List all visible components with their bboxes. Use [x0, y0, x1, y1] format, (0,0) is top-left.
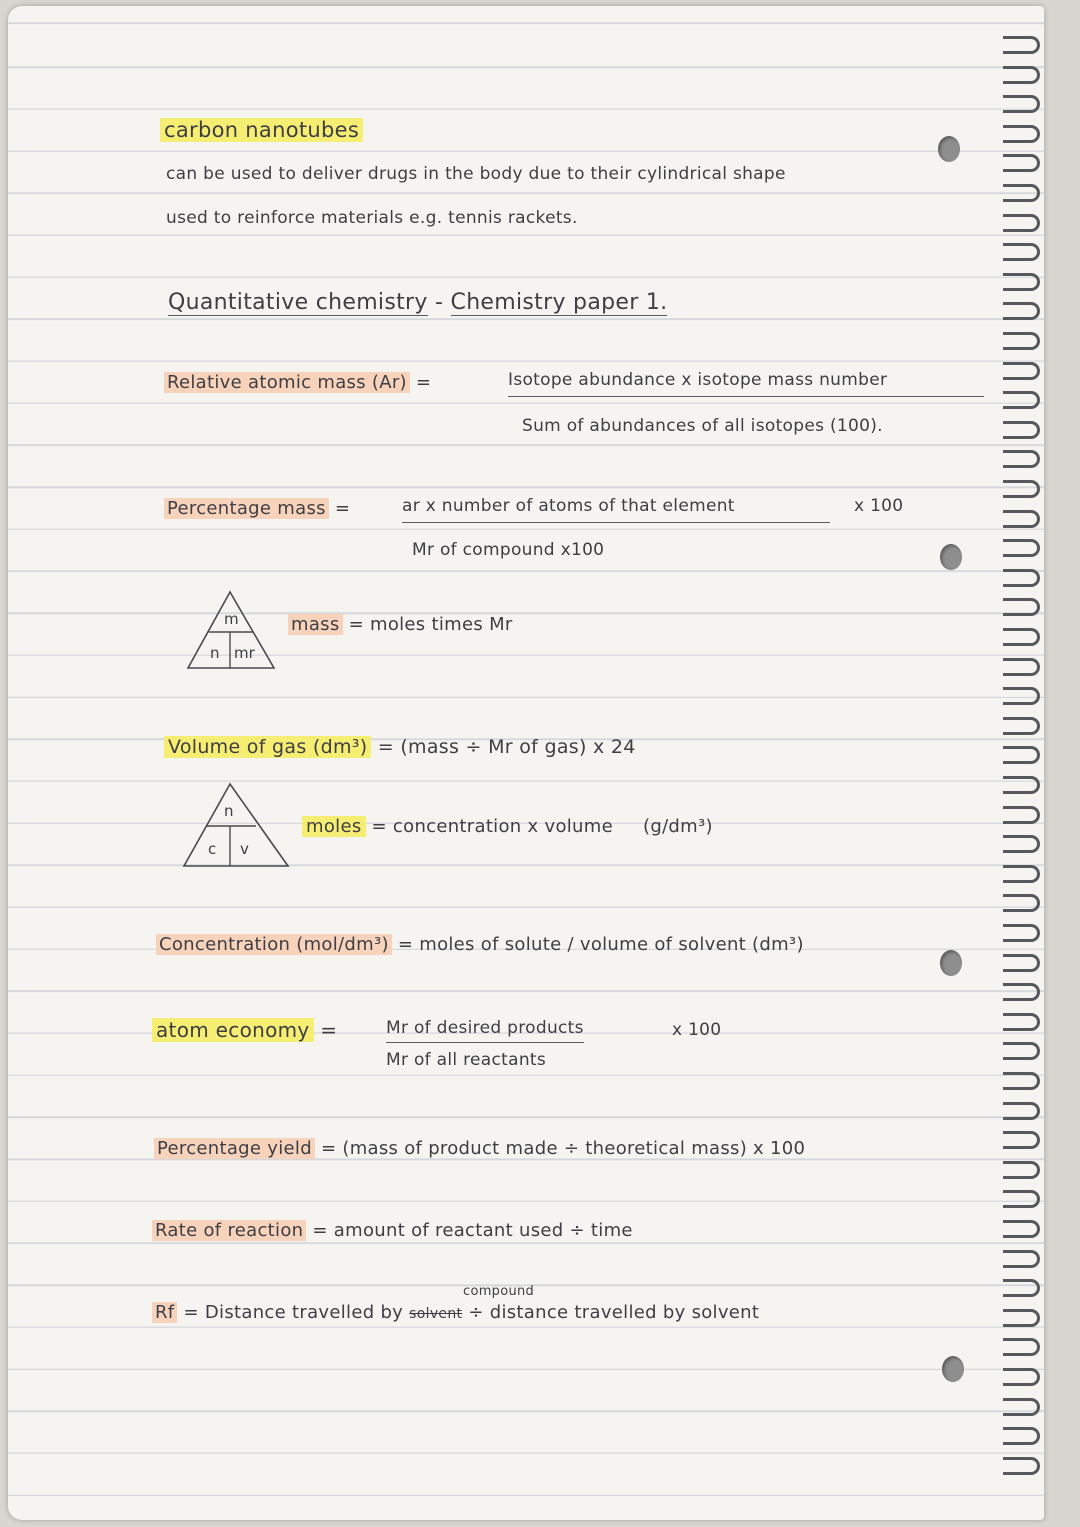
spiral-coil	[1003, 1131, 1040, 1149]
spiral-coil	[1003, 1220, 1040, 1238]
spiral-coil	[1003, 1368, 1040, 1386]
rate-label: Rate of reaction	[152, 1220, 306, 1241]
rf-part-1: = Distance travelled by	[183, 1302, 404, 1323]
spiral-coil	[1003, 1457, 1040, 1475]
rate-of-reaction	[152, 1220, 633, 1241]
spiral-coil	[1003, 1042, 1040, 1060]
spiral-coil	[1003, 243, 1040, 261]
spiral-coil	[1003, 362, 1040, 380]
mass-triangle	[182, 588, 278, 672]
spiral-coil	[1003, 865, 1040, 883]
concentration	[156, 934, 804, 955]
percent-mass-numerator: ar x number of atoms of that element	[402, 496, 830, 523]
rf-insert: compound	[463, 1284, 535, 1299]
ram-label	[164, 372, 431, 393]
notebook-page	[8, 6, 1044, 1520]
spiral-coil	[1003, 184, 1040, 202]
punch-hole	[940, 544, 962, 570]
title-left: Quantitative chemistry	[168, 290, 428, 315]
spiral-coil	[1003, 924, 1040, 942]
spiral-coil	[1003, 539, 1040, 557]
mass-triangle-top: m	[224, 610, 239, 628]
percent-mass-label-text: Percentage mass	[164, 498, 329, 519]
spiral-coil	[1003, 1072, 1040, 1090]
spiral-coil	[1003, 332, 1040, 350]
ram-equals: =	[415, 372, 432, 393]
gas-volume-formula: = (mass ÷ Mr of gas) x 24	[377, 736, 636, 758]
atom-economy-times: x 100	[672, 1020, 722, 1040]
spiral-coil	[1003, 598, 1040, 616]
spiral-coil	[1003, 273, 1040, 291]
atom-economy-equals: =	[320, 1018, 338, 1042]
percent-mass-times: x 100	[854, 496, 904, 516]
mass-triangle-bottom-left: n	[210, 644, 220, 662]
ram-label-text: Relative atomic mass (Ar)	[164, 372, 410, 393]
ram-numerator: Isotope abundance x isotope mass number	[508, 370, 984, 397]
spiral-coil	[1003, 214, 1040, 232]
section-title	[168, 290, 667, 315]
percent-yield-formula: = (mass of product made ÷ theoretical mass) x 100	[320, 1138, 806, 1159]
spiral-coil	[1003, 1102, 1040, 1120]
spiral-coil	[1003, 1427, 1040, 1445]
spiral-coil	[1003, 154, 1040, 172]
rf-part-2: ÷ distance travelled by solvent	[468, 1302, 760, 1323]
nanotubes-heading	[160, 118, 363, 142]
mass-triangle-bottom-right: mr	[234, 644, 255, 662]
percent-mass-denominator: Mr of compound x100	[412, 540, 605, 560]
spiral-coil	[1003, 983, 1040, 1001]
percent-mass-equals: =	[334, 498, 351, 519]
percent-mass-label	[164, 498, 350, 519]
atom-economy-numerator: Mr of desired products	[386, 1018, 584, 1043]
spiral-coil	[1003, 480, 1040, 498]
spiral-coil	[1003, 95, 1040, 113]
title-right: Chemistry paper 1.	[450, 290, 668, 315]
spiral-coil	[1003, 835, 1040, 853]
ram-denominator: Sum of abundances of all isotopes (100).	[522, 416, 883, 436]
spiral-coil	[1003, 510, 1040, 528]
spiral-coil	[1003, 1161, 1040, 1179]
atom-economy-label	[152, 1018, 337, 1042]
atom-economy-label-text: atom economy	[152, 1018, 314, 1042]
spiral-coil	[1003, 628, 1040, 646]
gas-volume-label: Volume of gas (dm³)	[164, 736, 371, 758]
moles-formula-unit: (g/dm³)	[643, 816, 713, 837]
spiral-coil	[1003, 776, 1040, 794]
spiral-coil	[1003, 1338, 1040, 1356]
mass-formula-equals: =	[348, 614, 364, 635]
spiral-coil	[1003, 1013, 1040, 1031]
spiral-coil	[1003, 1250, 1040, 1268]
rf-label: Rf	[152, 1302, 177, 1323]
punch-hole	[940, 950, 962, 976]
moles-triangle-top: n	[224, 802, 234, 820]
percent-yield	[154, 1138, 805, 1159]
moles-formula	[302, 816, 713, 837]
punch-hole	[942, 1356, 964, 1382]
spiral-coil	[1003, 1279, 1040, 1297]
concentration-label: Concentration (mol/dm³)	[156, 934, 392, 955]
spiral-coil	[1003, 450, 1040, 468]
spiral-coil	[1003, 717, 1040, 735]
nanotubes-heading-text: carbon nanotubes	[160, 118, 363, 142]
spiral-coil	[1003, 125, 1040, 143]
spiral-coil	[1003, 1190, 1040, 1208]
spiral-binding	[1004, 36, 1044, 1506]
spiral-coil	[1003, 569, 1040, 587]
spiral-coil	[1003, 421, 1040, 439]
nanotubes-line-2: used to reinforce materials e.g. tennis rackets.	[166, 208, 578, 228]
atom-economy-denominator: Mr of all reactants	[386, 1050, 547, 1070]
moles-triangle-bottom-right: v	[240, 840, 249, 858]
moles-triangle	[178, 780, 292, 870]
punch-hole	[938, 136, 960, 162]
gas-volume	[164, 736, 636, 758]
spiral-coil	[1003, 1398, 1040, 1416]
spiral-coil	[1003, 687, 1040, 705]
mass-formula	[288, 614, 513, 635]
mass-formula-text: moles times Mr	[369, 614, 513, 635]
spiral-coil	[1003, 806, 1040, 824]
spiral-coil	[1003, 746, 1040, 764]
spiral-coil	[1003, 66, 1040, 84]
concentration-formula: = moles of solute / volume of solvent (dm³)	[397, 934, 804, 955]
rf	[152, 1302, 759, 1323]
spiral-coil	[1003, 391, 1040, 409]
spiral-coil	[1003, 1309, 1040, 1327]
spiral-coil	[1003, 302, 1040, 320]
spiral-coil	[1003, 658, 1040, 676]
rate-formula: = amount of reactant used ÷ time	[312, 1220, 633, 1241]
title-dash: -	[434, 290, 444, 315]
spiral-coil	[1003, 894, 1040, 912]
moles-formula-label: moles	[302, 816, 366, 837]
moles-triangle-bottom-left: c	[208, 840, 217, 858]
moles-formula-text: = concentration x volume	[371, 816, 613, 837]
nanotubes-line-1: can be used to deliver drugs in the body due to their cylindrical shape	[166, 164, 786, 184]
percent-yield-label: Percentage yield	[154, 1138, 315, 1159]
rf-struck-word: solvent	[409, 1306, 463, 1322]
spiral-coil	[1003, 954, 1040, 972]
spiral-coil	[1003, 36, 1040, 54]
mass-formula-label: mass	[288, 614, 343, 635]
